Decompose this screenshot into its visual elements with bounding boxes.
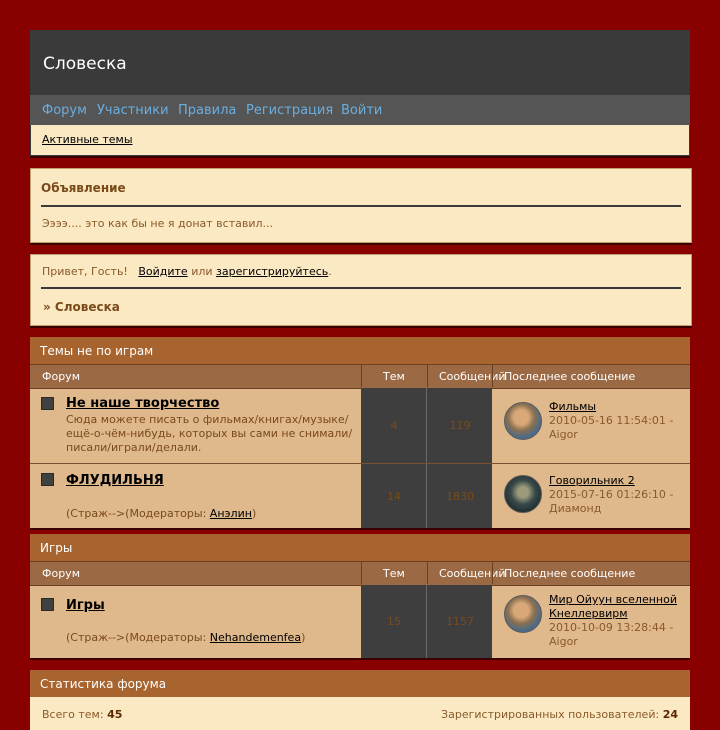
subnav xyxy=(31,125,689,155)
breadcrumb[interactable]: » Словеска xyxy=(43,300,120,314)
moderators: (Страж-->(Модераторы: Nehandemenfea) xyxy=(66,631,306,644)
col-last: Последнее сообщение xyxy=(504,567,636,580)
nav-users[interactable]: Участники xyxy=(97,103,169,118)
last-post-date: 2010-10-09 13:28:44 - xyxy=(549,621,674,634)
moderator-link[interactable]: Nehandemenfea xyxy=(209,631,302,644)
topics-count: 15 xyxy=(387,615,401,628)
welcome-text xyxy=(42,265,332,278)
forum-status-icon xyxy=(41,397,54,410)
forum-link[interactable]: ФЛУДИЛЬНЯ xyxy=(66,473,164,488)
col-topics: Тем xyxy=(383,567,405,580)
last-post-date: 2010-05-16 11:54:01 - xyxy=(549,414,674,427)
dot: . xyxy=(328,265,332,278)
last-post-author: Диамонд xyxy=(549,502,602,515)
forum-description: Сюда можете писать о фильмах/книгах/музыке/ещё-о-чём-нибудь, которых вы сами не снимали/писали/играли/делали. xyxy=(66,413,353,454)
stats-title: Статистика форума xyxy=(40,677,167,691)
forum-row xyxy=(30,464,690,528)
main-nav xyxy=(30,95,690,125)
moderators: (Страж-->(Модераторы: Анэлин) xyxy=(66,507,257,520)
avatar xyxy=(504,595,542,633)
col-posts: Сообщений xyxy=(439,567,506,580)
col-topics: Тем xyxy=(383,370,405,383)
forum-row xyxy=(30,388,690,464)
category-title: Темы не по играм xyxy=(40,344,154,358)
login-link[interactable]: Войдите xyxy=(138,265,188,278)
avatar xyxy=(504,475,542,513)
last-post-author: Aigor xyxy=(549,635,578,648)
table-header xyxy=(30,364,690,389)
stats-header xyxy=(30,670,690,697)
posts-count: 1830 xyxy=(446,489,474,503)
forum-stats xyxy=(30,670,690,730)
announcement-heading: Объявление xyxy=(41,181,126,195)
category-games xyxy=(30,534,690,658)
announcement-panel xyxy=(30,168,692,243)
posts-count: 119 xyxy=(449,419,471,432)
divider xyxy=(41,287,681,289)
announcement-text: Ээээ.... это как бы не я донат вставил... xyxy=(42,217,274,230)
site-title[interactable]: Словеска xyxy=(43,54,127,74)
last-post-author: Aigor xyxy=(549,428,578,441)
forum-status-icon xyxy=(41,473,54,486)
category-title: Игры xyxy=(40,541,73,555)
nav-register[interactable]: Регистрация xyxy=(246,103,334,118)
nav-forum[interactable]: Форум xyxy=(42,103,87,118)
or-text: или xyxy=(191,265,213,278)
last-post-link[interactable]: Фильмы xyxy=(549,400,597,413)
forum-row xyxy=(30,585,690,658)
moderator-link[interactable]: Анэлин xyxy=(209,507,252,520)
topics-count: 14 xyxy=(387,489,401,503)
active-topics-link[interactable]: Активные темы xyxy=(42,133,133,146)
category-header xyxy=(30,337,690,364)
divider xyxy=(41,205,681,207)
forum-link[interactable]: Игры xyxy=(66,598,105,613)
avatar xyxy=(504,402,542,440)
last-post-link[interactable]: Говорильник 2 xyxy=(549,474,635,487)
col-forum: Форум xyxy=(42,370,80,383)
forum-link[interactable]: Не наше творчество xyxy=(66,396,220,411)
nav-rules[interactable]: Правила xyxy=(178,103,237,118)
nav-login[interactable]: Войти xyxy=(341,103,383,118)
forum-status-icon xyxy=(41,598,54,611)
forum-header xyxy=(30,30,690,156)
last-post-date: 2015-07-16 01:26:10 - xyxy=(549,488,674,501)
topics-count: 4 xyxy=(390,419,398,432)
col-last: Последнее сообщение xyxy=(504,370,636,383)
total-topics: Всего тем: 45 xyxy=(42,708,123,721)
registered-users: Зарегистрированных пользователей: 24 xyxy=(441,708,678,721)
register-link[interactable]: зарегистрируйтесь xyxy=(216,265,329,278)
category-header xyxy=(30,534,690,561)
posts-count: 1157 xyxy=(446,615,474,628)
welcome-panel xyxy=(30,254,692,326)
col-forum: Форум xyxy=(42,567,80,580)
greeting: Привет, Гость! xyxy=(42,265,128,278)
table-header xyxy=(30,561,690,586)
last-post-link[interactable]: Мир Ойуун вселенной Кнеллервирм xyxy=(549,593,677,620)
category-offtopic xyxy=(30,337,690,528)
col-posts: Сообщений xyxy=(439,370,506,383)
